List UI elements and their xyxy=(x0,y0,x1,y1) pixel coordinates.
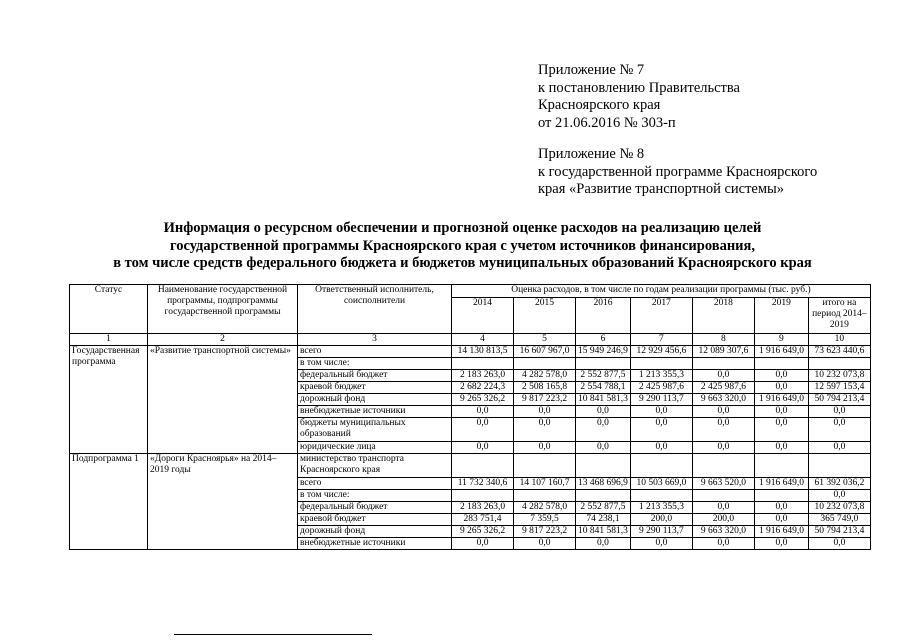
annex-7-line: к постановлению Правительства xyxy=(538,79,740,96)
row-value: 0,0 xyxy=(754,502,808,514)
row-value: 0,0 xyxy=(514,406,576,418)
row-value: 4 282 578,0 xyxy=(514,370,576,382)
row-value: 15 949 246,9 xyxy=(576,346,631,358)
column-number: 9 xyxy=(754,334,808,346)
row-value: 0,0 xyxy=(808,490,870,502)
annex-7-line: Красноярского края xyxy=(538,97,661,113)
annex-7-line: Приложение № 7 xyxy=(538,62,645,78)
row-value: 0,0 xyxy=(692,418,754,442)
row-value: 2 552 877,5 xyxy=(576,502,631,514)
row-status: Подпрограмма 1 xyxy=(70,454,148,550)
row-value xyxy=(630,358,692,370)
row-value: 0,0 xyxy=(754,406,808,418)
row-value: 1 916 649,0 xyxy=(754,526,808,538)
row-value: 1 213 355,3 xyxy=(630,502,692,514)
row-value: 2 508 165,8 xyxy=(514,382,576,394)
column-number: 5 xyxy=(514,334,576,346)
row-value: 2 425 987,6 xyxy=(630,382,692,394)
header-year: 2018 xyxy=(692,298,754,334)
row-value: 16 607 967,0 xyxy=(514,346,576,358)
row-value: 1 213 355,3 xyxy=(630,370,692,382)
row-value: 9 265 326,2 xyxy=(452,394,514,406)
row-value: 9 290 113,7 xyxy=(630,526,692,538)
row-value: 12 597 153,4 xyxy=(808,382,870,394)
row-label: в том числе: xyxy=(298,358,452,370)
header-year: 2016 xyxy=(576,298,631,334)
row-status: Государственная программа xyxy=(70,346,148,454)
row-value: 74 238,1 xyxy=(576,514,631,526)
row-value xyxy=(692,490,754,502)
row-value: 0,0 xyxy=(808,406,870,418)
row-label: дорожный фонд xyxy=(298,394,452,406)
row-value: 9 290 113,7 xyxy=(630,394,692,406)
row-value xyxy=(452,490,514,502)
row-label: всего xyxy=(298,346,452,358)
row-value: 13 468 696,9 xyxy=(576,478,631,490)
column-number: 1 xyxy=(70,334,148,346)
row-value: 0,0 xyxy=(692,538,754,550)
row-value: 283 751,4 xyxy=(452,514,514,526)
row-value: 0,0 xyxy=(754,418,808,442)
row-value: 14 130 813,5 xyxy=(452,346,514,358)
row-value: 2 682 224,3 xyxy=(452,382,514,394)
header-estimate: Оценка расходов, в том числе по годам реализации программы (тыс. руб.) xyxy=(452,285,871,298)
row-value: 2 552 877,5 xyxy=(576,370,631,382)
row-value: 0,0 xyxy=(754,538,808,550)
row-value: 9 663 520,0 xyxy=(692,478,754,490)
row-value: 4 282 578,0 xyxy=(514,502,576,514)
row-value: 50 794 213,4 xyxy=(808,394,870,406)
row-label: бюджеты муниципальных образований xyxy=(298,418,452,442)
row-value: 0,0 xyxy=(576,442,631,454)
row-value: 0,0 xyxy=(630,418,692,442)
row-value: 0,0 xyxy=(576,538,631,550)
row-value: 0,0 xyxy=(452,538,514,550)
title-line: в том числе средств федерального бюджета и бюджетов муниципальных образований Красноярского края xyxy=(113,255,812,271)
row-value: 11 732 340,6 xyxy=(452,478,514,490)
row-value xyxy=(514,358,576,370)
row-value: 9 663 320,0 xyxy=(692,526,754,538)
column-number: 6 xyxy=(576,334,631,346)
row-value xyxy=(514,454,576,478)
row-value xyxy=(754,490,808,502)
row-value: 0,0 xyxy=(692,406,754,418)
row-name: «Развитие транспортной системы» xyxy=(148,346,298,454)
row-value: 2 554 788,1 xyxy=(576,382,631,394)
header-name: Наименование государственной программы, подпрограммы государственной программы xyxy=(148,285,298,334)
row-value xyxy=(692,358,754,370)
row-value: 50 794 213,4 xyxy=(808,526,870,538)
row-name: «Дороги Красноярья» на 2014–2019 годы xyxy=(148,454,298,550)
row-label: юридические лица xyxy=(298,442,452,454)
row-value: 9 265 326,2 xyxy=(452,526,514,538)
row-value xyxy=(692,454,754,478)
row-value: 200,0 xyxy=(692,514,754,526)
annex-8-block xyxy=(538,146,817,199)
row-value xyxy=(808,358,870,370)
row-label: внебюджетные источники xyxy=(298,538,452,550)
row-value: 0,0 xyxy=(808,538,870,550)
row-value: 0,0 xyxy=(808,418,870,442)
row-label: дорожный фонд xyxy=(298,526,452,538)
row-value: 0,0 xyxy=(692,370,754,382)
row-value: 0,0 xyxy=(754,370,808,382)
row-value: 0,0 xyxy=(808,442,870,454)
column-number: 4 xyxy=(452,334,514,346)
row-value: 0,0 xyxy=(514,442,576,454)
row-value xyxy=(576,454,631,478)
row-value xyxy=(754,358,808,370)
row-value: 10 503 669,0 xyxy=(630,478,692,490)
header-total: итого на период 2014–2019 xyxy=(808,298,870,334)
row-value: 10 841 581,3 xyxy=(576,526,631,538)
row-value: 0,0 xyxy=(514,418,576,442)
row-value: 12 089 307,6 xyxy=(692,346,754,358)
row-value: 1 916 649,0 xyxy=(754,478,808,490)
annex-8-line: Приложение № 8 xyxy=(538,146,645,162)
row-label: всего xyxy=(298,478,452,490)
row-value: 2 183 263,0 xyxy=(452,370,514,382)
row-value: 10 232 073,8 xyxy=(808,502,870,514)
row-value: 0,0 xyxy=(576,406,631,418)
row-value: 1 916 649,0 xyxy=(754,394,808,406)
row-value xyxy=(452,358,514,370)
row-label: в том числе: xyxy=(298,490,452,502)
row-value xyxy=(576,358,631,370)
column-number: 7 xyxy=(630,334,692,346)
row-value: 0,0 xyxy=(452,406,514,418)
row-value: 200,0 xyxy=(630,514,692,526)
column-number: 2 xyxy=(148,334,298,346)
row-value: 0,0 xyxy=(630,406,692,418)
row-value: 0,0 xyxy=(514,538,576,550)
annex-7-block xyxy=(538,62,740,132)
title-line: государственной программы Красноярского края с учетом источников финансирования, xyxy=(170,237,755,254)
column-number: 10 xyxy=(808,334,870,346)
row-value: 61 392 036,2 xyxy=(808,478,870,490)
annex-7-line: от 21.06.2016 № 303-п xyxy=(538,114,676,131)
row-value: 2 183 263,0 xyxy=(452,502,514,514)
annex-8-line: к государственной программе Красноярского xyxy=(538,163,818,180)
row-value: 0,0 xyxy=(692,442,754,454)
column-number: 3 xyxy=(298,334,452,346)
header-year: 2017 xyxy=(630,298,692,334)
row-value: 14 107 160,7 xyxy=(514,478,576,490)
table-row xyxy=(70,454,871,478)
row-value: 0,0 xyxy=(754,382,808,394)
header-status: Статус xyxy=(70,285,148,334)
row-value xyxy=(808,454,870,478)
row-label: краевой бюджет xyxy=(298,514,452,526)
title-line: Информация о ресурсном обеспечении и прогнозной оценке расходов на реализацию целей xyxy=(163,220,762,236)
row-value: 0,0 xyxy=(630,442,692,454)
row-value: 1 916 649,0 xyxy=(754,346,808,358)
header-year: 2019 xyxy=(754,298,808,334)
row-value: 0,0 xyxy=(754,442,808,454)
row-value: 7 359,5 xyxy=(514,514,576,526)
annex-8-line: края «Развитие транспортной системы» xyxy=(538,181,785,197)
row-value xyxy=(514,490,576,502)
row-value: 0,0 xyxy=(692,502,754,514)
row-value: 0,0 xyxy=(630,538,692,550)
row-label: федеральный бюджет xyxy=(298,370,452,382)
row-value: 9 663 320,0 xyxy=(692,394,754,406)
header-executor: Ответственный исполнитель, соисполнители xyxy=(298,285,452,334)
row-value: 2 425 987,6 xyxy=(692,382,754,394)
row-value: 12 929 456,6 xyxy=(630,346,692,358)
resource-table xyxy=(69,284,871,550)
row-value xyxy=(452,454,514,478)
row-value xyxy=(630,454,692,478)
header-year: 2015 xyxy=(514,298,576,334)
document-title xyxy=(40,220,885,273)
row-value: 73 623 440,6 xyxy=(808,346,870,358)
row-value xyxy=(576,490,631,502)
footnote-rule xyxy=(174,634,372,635)
row-value: 0,0 xyxy=(754,514,808,526)
row-value: 10 841 581,3 xyxy=(576,394,631,406)
row-value: 0,0 xyxy=(452,442,514,454)
header-year: 2014 xyxy=(452,298,514,334)
row-value: 365 749,0 xyxy=(808,514,870,526)
row-label: федеральный бюджет xyxy=(298,502,452,514)
row-value xyxy=(754,454,808,478)
row-label: внебюджетные источники xyxy=(298,406,452,418)
row-label: министерство транспорта Красноярского края xyxy=(298,454,452,478)
row-value xyxy=(630,490,692,502)
row-value: 0,0 xyxy=(576,418,631,442)
row-label: краевой бюджет xyxy=(298,382,452,394)
row-value: 10 232 073,8 xyxy=(808,370,870,382)
row-value: 0,0 xyxy=(452,418,514,442)
row-value: 9 817 223,2 xyxy=(514,526,576,538)
row-value: 9 817 223,2 xyxy=(514,394,576,406)
table-row xyxy=(70,346,871,358)
column-number: 8 xyxy=(692,334,754,346)
